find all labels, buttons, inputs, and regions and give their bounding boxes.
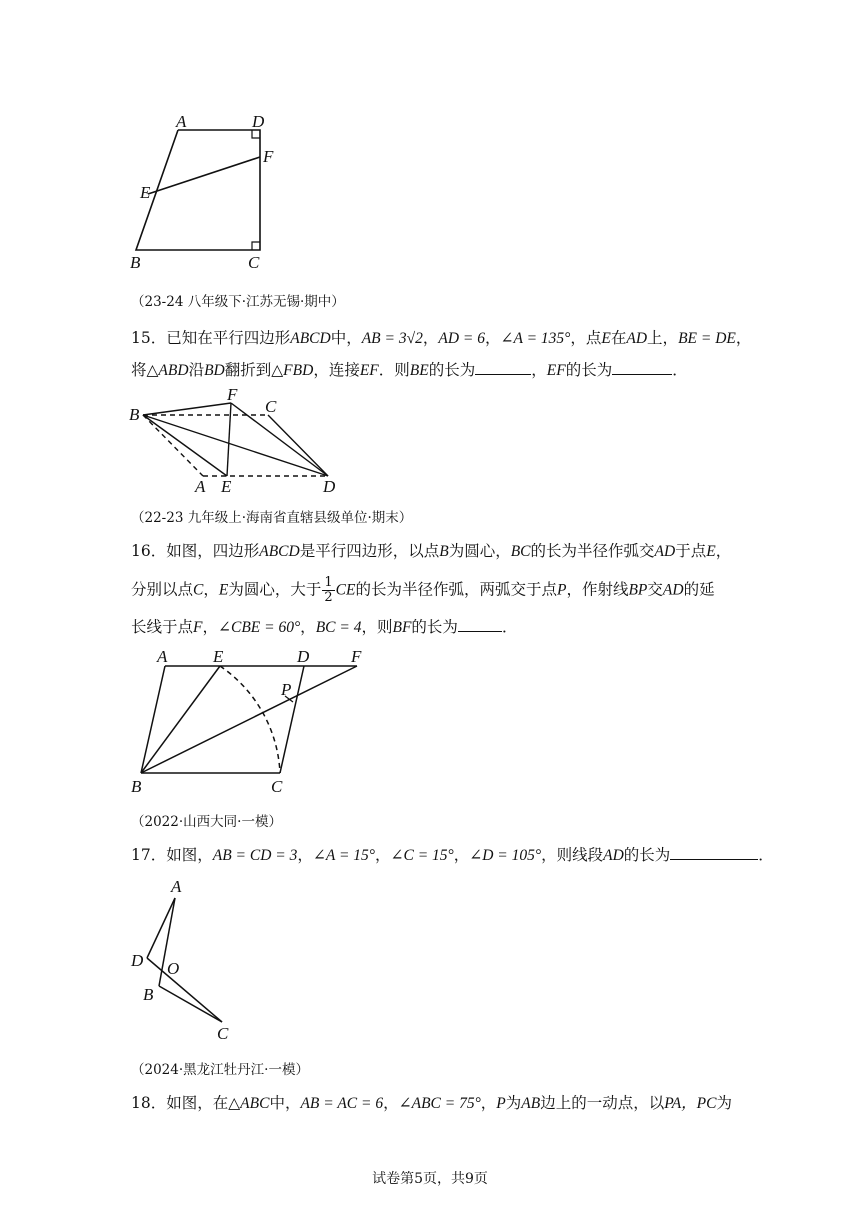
question-17-line: 17．如图，AB = CD = 3，∠A = 15°，∠C = 15°，∠D = 105°，则线段AD的长为 ． bbox=[131, 846, 774, 864]
source-note-14: （23-24 八年级下·江苏无锡·期中） bbox=[131, 294, 345, 310]
source-note-15: （22-23 九年级上·海南省直辖县级单位·期末） bbox=[131, 510, 413, 526]
label-d: D bbox=[131, 951, 144, 970]
label-f: F bbox=[263, 147, 274, 166]
answer-blank-bf[interactable] bbox=[458, 617, 502, 632]
label-f: F bbox=[227, 385, 238, 404]
label-e: E bbox=[213, 647, 224, 666]
label-d: D bbox=[297, 647, 310, 666]
label-d: D bbox=[323, 477, 336, 496]
label-o: O bbox=[167, 959, 180, 978]
page-footer: 试卷第5页，共9页 bbox=[372, 1171, 488, 1187]
question-16-line-2: 分别以点C，E为圆心，大于 $\frac{1}{2}$ CE的长为半径作弧，两弧交于点P，作射线BP交AD的延 bbox=[131, 575, 715, 605]
question-15-line-1: 15．已知在平行四边形ABCD中，AB = 3√2，AD = 6，∠A = 135°，点E在AD上，BE = DE， bbox=[131, 329, 752, 347]
figure-trapezoid-abcd bbox=[120, 110, 280, 272]
source-note-16: （2022·山西大同·一模） bbox=[131, 814, 282, 830]
fraction-one-half: $\frac{1}{2}$ bbox=[324, 575, 333, 605]
label-b: B bbox=[129, 405, 140, 424]
label-p: P bbox=[281, 680, 292, 699]
question-15-line-2: 将△ABD沿BD翻折到△FBD，连接EF．则BE的长为 ，EF的长为 ． bbox=[131, 361, 688, 379]
source-note-17: （2024·黑龙江牡丹江·一模） bbox=[131, 1062, 309, 1078]
label-e: E bbox=[221, 477, 232, 496]
question-16-line-1: 16．如图，四边形ABCD是平行四边形，以点B为圆心，BC的长为半径作弧交AD于点E， bbox=[131, 542, 732, 560]
question-16-line-3: 长线于点F，∠CBE = 60°，BC = 4，则BF的长为 ． bbox=[131, 618, 518, 636]
label-d: D bbox=[252, 112, 265, 131]
label-c: C bbox=[271, 777, 283, 796]
answer-blank-ef[interactable] bbox=[612, 360, 672, 375]
answer-blank-be[interactable] bbox=[475, 360, 531, 375]
label-c: C bbox=[217, 1024, 229, 1043]
figure-parallelogram-arc bbox=[125, 646, 375, 801]
figure-parallelogram-fold bbox=[125, 384, 350, 496]
label-b: B bbox=[130, 253, 141, 272]
answer-blank-ad[interactable] bbox=[670, 845, 758, 860]
question-18-line: 18．如图，在△ABC中，AB = AC = 6，∠ABC = 75°，P为AB边上的一动点，以PA，PC为 bbox=[131, 1094, 732, 1112]
label-b: B bbox=[143, 985, 154, 1004]
label-a: A bbox=[176, 112, 187, 131]
figure-bowtie-quadrilateral bbox=[125, 876, 245, 1046]
label-a: A bbox=[195, 477, 206, 496]
label-f: F bbox=[351, 647, 362, 666]
label-c: C bbox=[248, 253, 260, 272]
label-b: B bbox=[131, 777, 142, 796]
label-c: C bbox=[265, 397, 277, 416]
label-a: A bbox=[157, 647, 168, 666]
label-e: E bbox=[140, 183, 151, 202]
label-a: A bbox=[171, 877, 182, 896]
